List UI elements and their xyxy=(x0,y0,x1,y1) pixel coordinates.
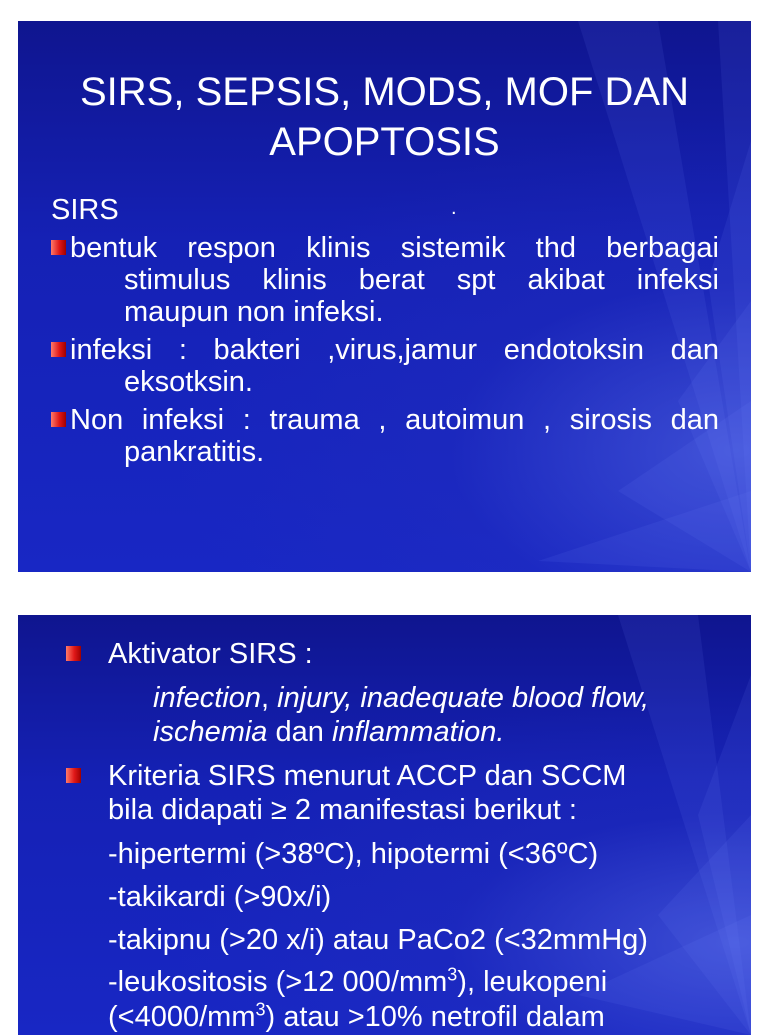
leuko-superscript: 3 xyxy=(447,964,458,985)
criteria-line-2: bila didapati ≥ 2 manifestasi berikut : xyxy=(108,794,577,826)
bullet-item xyxy=(51,404,719,468)
bullet-item xyxy=(51,334,719,398)
term-injury: injury, inadequate blood flow, xyxy=(277,682,650,714)
criterion-takikardi: -takikardi (>90x/i) xyxy=(108,881,332,913)
last-superscript: 3 xyxy=(255,999,266,1020)
bullet-continuation: stimulus klinis berat spt akibat infeksi xyxy=(124,264,719,296)
bullet-item xyxy=(51,232,719,328)
stray-dot: . xyxy=(451,197,457,219)
term-infection: infection xyxy=(153,682,262,714)
connector-dan: dan xyxy=(267,716,332,748)
last-text-b: ) atau >10% netrofil dalam xyxy=(265,1001,605,1033)
square-bullet-icon xyxy=(66,646,81,661)
activator-line-2 xyxy=(153,715,504,749)
bullet-continuation: maupun non infeksi. xyxy=(124,296,384,328)
term-ischemia: ischemia xyxy=(153,716,268,748)
bullet-continuation: pankratitis. xyxy=(124,436,265,468)
slide-title xyxy=(18,67,751,167)
title-line-2: APOPTOSIS xyxy=(269,120,500,164)
criterion-hipertermi: -hipertermi (>38ºC), hipotermi (<36ºC) xyxy=(108,838,599,870)
leuko-text-a: -leukositosis (>12 000/mm xyxy=(108,966,448,998)
term-inflammation: inflammation. xyxy=(331,716,505,748)
activator-label: Aktivator SIRS : xyxy=(108,638,313,670)
leuko-text-b: ), leukopeni xyxy=(457,966,608,998)
criterion-leukopeni xyxy=(108,1000,605,1034)
bullet-text: bentuk respon klinis sistemik thd berbagai xyxy=(70,232,719,264)
separator: , xyxy=(261,682,278,714)
square-bullet-icon xyxy=(51,240,66,255)
subheading: SIRS xyxy=(51,194,119,226)
criteria-line-1: Kriteria SIRS menurut ACCP dan SCCM xyxy=(108,760,627,792)
criterion-leukositosis xyxy=(108,965,607,999)
title-line-1: SIRS, SEPSIS, MODS, MOF DAN xyxy=(80,70,689,114)
slide-1 xyxy=(18,21,751,572)
activator-item xyxy=(62,637,712,671)
bullet-text: infeksi : bakteri ,virus,jamur endotoksin dan xyxy=(70,334,719,366)
criteria-item xyxy=(62,759,712,827)
square-bullet-icon xyxy=(51,342,66,357)
activator-line-1 xyxy=(153,681,649,715)
bullet-continuation: eksotksin. xyxy=(124,366,253,398)
slide-2 xyxy=(18,615,751,1035)
criterion-takipnu: -takipnu (>20 x/i) atau PaCo2 (<32mmHg) xyxy=(108,924,648,956)
square-bullet-icon xyxy=(66,768,81,783)
last-text-a: (<4000/mm xyxy=(108,1001,256,1033)
square-bullet-icon xyxy=(51,412,66,427)
bullet-text: Non infeksi : trauma , autoimun , sirosis dan xyxy=(70,404,719,436)
